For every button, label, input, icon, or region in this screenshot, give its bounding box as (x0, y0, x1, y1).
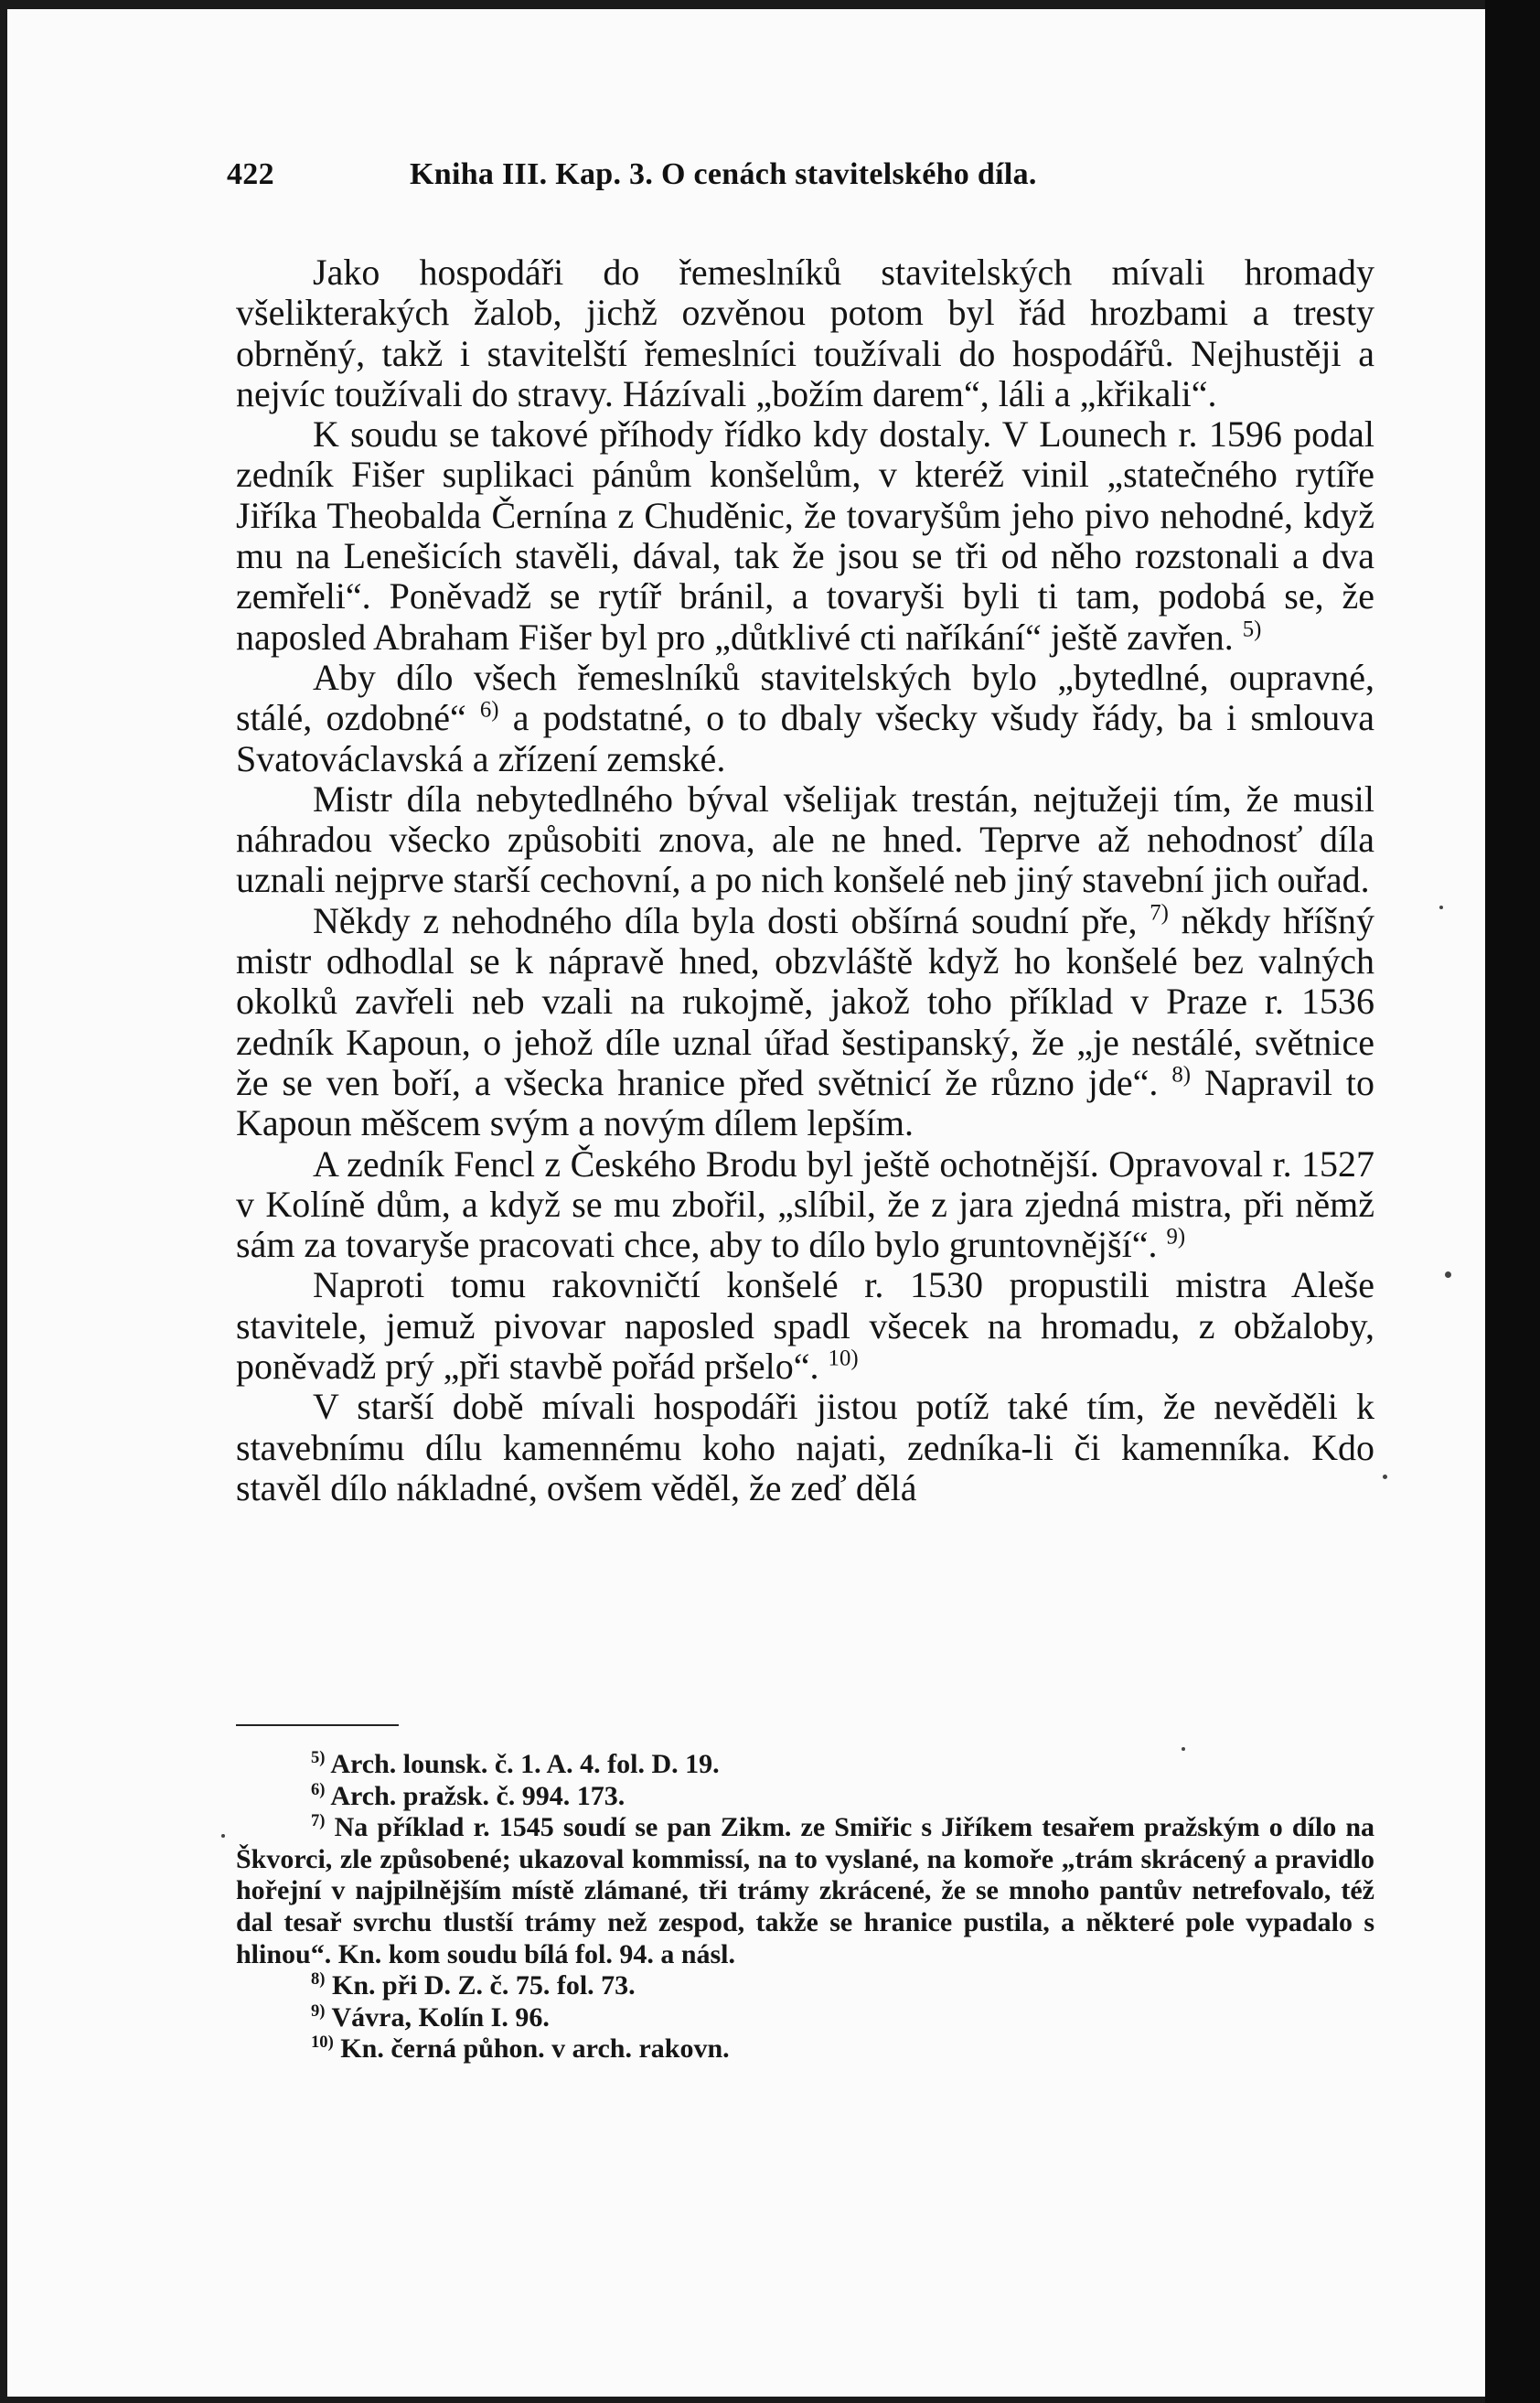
scan-border (1485, 0, 1540, 2403)
footnotes (236, 1749, 1374, 2065)
footnote (236, 1781, 1374, 1813)
speck (1182, 1747, 1185, 1751)
footnote (236, 2033, 1374, 2065)
footnote-mark: 10) (311, 2033, 334, 2053)
footnote-ref[interactable]: 6) (479, 697, 499, 723)
paragraph (236, 901, 1374, 1144)
paragraph (236, 414, 1374, 658)
speck (221, 1834, 225, 1838)
footnote-mark: 6) (311, 1779, 326, 1799)
footnote-ref[interactable]: 8) (1171, 1062, 1192, 1088)
footnote-mark: 8) (311, 1969, 326, 1990)
footnote-text: Na příklad r. 1545 soudí se pan Zikm. ze Smiřic s Jiříkem tesařem pražským o dílo na Škvorci, zle způsobené; ukazoval kommissí, na to vyslané, na komoře „trám skrácený a pravidlo hořejní v najpilnějším místě zlámané, tři trámy zkrácené, že se mnoho pantův netrefovalo, též dal tesař svrchu tlustší trámy než zespod, takže se hranice pustila, a některé pole vypadalo s hlinou“. Kn. kom soudu bílá fol. 94. a násl. (236, 1812, 1375, 1969)
footnote-ref[interactable]: 9) (1166, 1224, 1186, 1250)
paragraph-text: A zedník Fencl z Českého Brodu byl ještě ochotnější. Opravoval r. 1527 v Kolíně dům, a když se mu zbořil, „slíbil, že z jara zjedná mistra, při němž sám za tovaryše pracovati chce, aby to dílo bylo gruntovnější“. (236, 1142, 1374, 1266)
paragraph-text: Někdy z nehodného díla byla dosti obšírná soudní pře, (313, 899, 1138, 941)
footnote-text: Kn. při D. Z. č. 75. fol. 73. (332, 1970, 636, 2001)
running-header (227, 157, 1370, 192)
footnote-rule (236, 1724, 399, 1726)
paragraph-text: Aby dílo všech řemeslníků stavitelských bylo „bytedlné, oupravné, stálé, ozdobné“ (236, 656, 1374, 739)
paragraph-text: Napravil to Kapoun měšcem svým a novým dílem lepším. (236, 1061, 1375, 1144)
footnote (236, 1970, 1374, 2002)
footnote-text: Kn. černá půhon. v arch. rakovn. (340, 2033, 730, 2065)
footnote (236, 1812, 1374, 1970)
footnote-ref[interactable]: 7) (1150, 900, 1169, 926)
paragraph (236, 1387, 1374, 1508)
footnote (236, 2002, 1374, 2034)
paragraph (236, 1265, 1374, 1387)
footnote-ref[interactable]: 5) (1242, 617, 1262, 642)
paragraph-text: někdy hříšný mistr odhodlal se k nápravě hned, obzvláště když ho konšelé bez valných okolků zavřeli neb vzali na rukojmě, jakož toho příklad v Praze r. 1536 zedník Kapoun, o jehož díle uznal úřad šestipanský, že „je nestálé, světnice že se ven boří, a všecka hranice před světnicí že různo jde“. (236, 899, 1374, 1103)
footnote-mark: 7) (311, 1811, 326, 1831)
paragraph (236, 252, 1374, 414)
speck (1445, 1271, 1451, 1278)
paragraph-text: Mistr díla nebytedlného býval všelijak trestán, nejtužeji tím, že musil náhradou všecko způsobiti znova, ale ne hned. Teprve až nehodnosť díla uznali nejprve starší cechovní, a po nich konšelé neb jiný stavební jich ouřad. (236, 778, 1374, 901)
footnote-mark: 9) (311, 2001, 326, 2021)
paragraph-text: Naproti tomu rakovničtí konšelé r. 1530 propustili mistra Aleše stavitele, jemuž pivovar naposled spadl všecek na hromadu, z obžaloby, poněvadž prý „při stavbě pořád pršelo“. (236, 1264, 1374, 1388)
paragraph-text: K soudu se takové příhody řídko kdy dostaly. V Lounech r. 1596 podal zedník Fišer suplikaci pánům konšelům, v kteréž vinil „statečného rytíře Jiříka Theobalda Černína z Chuděnic, že tovaryšům jeho pivo nehodné, když mu na Lenešicích stavěli, dával, tak že jsou se tři od něho rozstonali a dva zemřeli“. Poněvadž se rytíř bránil, a tovaryši byli ti tam, podobá se, že naposled Abraham Fišer byl pro „důtklivé cti naříkání“ ještě zavřen. (236, 413, 1374, 658)
footnote (236, 1749, 1374, 1781)
footnote-text: Vávra, Kolín I. 96. (331, 2001, 550, 2033)
paragraph-text: Jako hospodáři do řemeslníků stavitelských mívali hromady všelikterakých žalob, jichž ozvěnou potom byl řád hrozbami a tresty obrněný, takž i stavitelští řemeslníci toužívali do hospodářů. Nejhustěji a nejvíc toužívali do stravy. Házívali „božím darem“, láli a „křikali“. (236, 252, 1374, 414)
paragraph (236, 779, 1374, 901)
paragraph-text: V starší době mívali hospodáři jistou potíž také tím, že nevěděli k stavebnímu dílu kamennému koho najati, zedníka-li či kamenníka. Kdo stavěl dílo nákladné, ovšem věděl, že zeď dělá (236, 1386, 1374, 1508)
footnote-ref[interactable]: 10) (828, 1346, 859, 1371)
paragraph-text: a podstatné, o to dbaly všecky všudy řády, ba i smlouva Svatováclavská a zřízení zemské. (236, 697, 1374, 779)
running-title: Kniha III. Kap. 3. O cenách stavitelského díla. (410, 157, 1037, 191)
page-number: 422 (227, 157, 274, 191)
footnote-text: Arch. lounsk. č. 1. A. 4. fol. D. 19. (330, 1749, 720, 1779)
paragraph (236, 658, 1374, 779)
footnote-text: Arch. pražsk. č. 994. 173. (330, 1780, 626, 1811)
body-text (236, 252, 1374, 1508)
paragraph (236, 1144, 1374, 1266)
speck (1383, 1475, 1387, 1479)
footnote-mark: 5) (311, 1748, 326, 1767)
speck (1439, 906, 1443, 909)
